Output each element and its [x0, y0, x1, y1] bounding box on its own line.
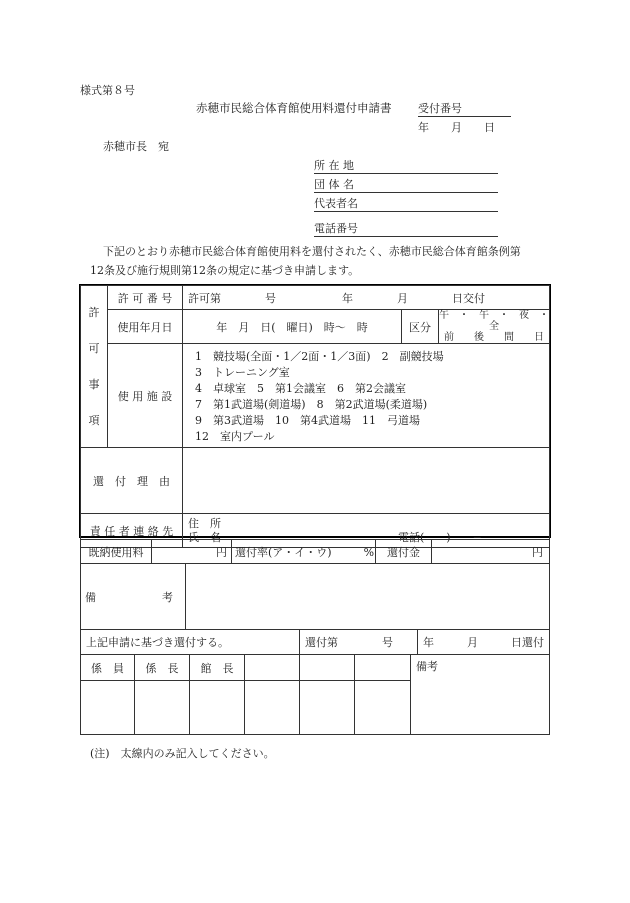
permit-group-label: 許 可 事 項 — [81, 286, 108, 448]
refund-reason-label: 還 付 理 由 — [81, 448, 183, 514]
refund-date[interactable]: 年 月 日還付 — [418, 630, 550, 655]
seal-box[interactable] — [355, 681, 411, 735]
facility-item: 9 第3武道場 10 第4武道場 11 弓道場 — [195, 414, 420, 427]
address-field[interactable] — [314, 157, 498, 174]
paid-fee-value[interactable]: 円 — [152, 540, 232, 564]
permit-number-label: 許 可 番 号 — [108, 286, 183, 310]
kubun-options[interactable]: 午 ・ 午 ・ 夜 ・ 全 前 後 間 日 — [439, 310, 559, 343]
remarks-field[interactable] — [186, 564, 550, 630]
refund-reason-field[interactable] — [183, 448, 550, 514]
refund-amount-label: 還付金 — [376, 540, 432, 564]
remarks-label: 備 考 — [81, 564, 186, 630]
seal-box[interactable] — [135, 681, 190, 735]
refund-number[interactable]: 還付第 号 — [300, 630, 418, 655]
footnote: (注) 太線内のみ記入してください。 — [90, 747, 275, 760]
usage-date-label: 使用年月日 — [108, 310, 183, 344]
remarks-table — [80, 563, 550, 630]
intro-line-2: 12条及び施行規則第12条の規定に基づき申請します。 — [90, 264, 360, 277]
refund-rate[interactable]: 還付率(ア・イ・ウ) % — [232, 540, 376, 564]
seal-box[interactable] — [190, 681, 245, 735]
receipt-number-field[interactable] — [418, 100, 511, 117]
official-blank — [300, 655, 355, 681]
permit-table — [80, 285, 559, 548]
seal-box[interactable] — [81, 681, 135, 735]
seal-box[interactable] — [300, 681, 355, 735]
contact-name-label: 氏 名 — [188, 530, 221, 544]
official-kancho-label: 館 長 — [190, 655, 245, 681]
usage-date-value[interactable]: 年 月 日( 曜日) 時〜 時 — [183, 310, 402, 344]
official-kakariin-label: 係 員 — [81, 655, 135, 681]
facility-item: 1 競技場(全面・1／2面・1／3面) 2 副競技場 — [195, 350, 444, 363]
phone-field[interactable] — [314, 220, 498, 237]
facility-item: 12 室内プール — [195, 430, 275, 443]
form-number: 様式第８号 — [80, 84, 135, 97]
official-remarks[interactable]: 備考 — [411, 655, 550, 735]
address-label: 所 在 地 — [314, 159, 354, 172]
organization-label: 団 体 名 — [314, 178, 354, 191]
facility-list[interactable] — [183, 344, 550, 448]
representative-label: 代表者名 — [314, 197, 358, 210]
kubun-label: 区分 — [402, 310, 439, 344]
official-kakaricho-label: 係 長 — [135, 655, 190, 681]
representative-field[interactable] — [314, 195, 498, 212]
date-line: 年 月 日 — [418, 121, 495, 134]
official-blank — [245, 655, 300, 681]
intro-line-1: 下記のとおり赤穂市民総合体育館使用料を還付されたく、赤穂市民総合体育館条例第 — [103, 245, 521, 258]
paid-fee-label: 既納使用料 — [81, 540, 152, 564]
seal-box[interactable] — [245, 681, 300, 735]
facility-label: 使 用 施 設 — [108, 344, 183, 448]
contact-address-label: 住 所 — [188, 516, 221, 530]
officials-table — [80, 654, 550, 735]
organization-field[interactable] — [314, 176, 498, 193]
facility-item: 7 第1武道場(剣道場) 8 第2武道場(柔道場) — [195, 398, 428, 411]
permit-number-value[interactable]: 許可第 号 年 月 日交付 — [183, 286, 550, 310]
facility-item: 3 トレーニング室 — [195, 366, 290, 379]
refund-amount-value[interactable]: 円 — [432, 540, 550, 564]
decision-table — [80, 629, 550, 655]
fee-table — [80, 539, 550, 564]
contact-label: 責 任 者 連 絡 先 — [81, 514, 183, 548]
receipt-number-label: 受付番号 — [418, 102, 462, 115]
facility-item: 4 卓球室 5 第1会議室 6 第2会議室 — [195, 382, 406, 395]
phone-label: 電話番号 — [314, 222, 358, 235]
addressee: 赤穂市長 宛 — [103, 140, 169, 153]
document-title: 赤穂市民総合体育館使用料還付申請書 — [196, 101, 392, 115]
official-blank — [355, 655, 411, 681]
decision-text: 上記申請に基づき還付する。 — [81, 630, 300, 655]
contact-phone-label: 電話( ) − — [398, 531, 482, 544]
